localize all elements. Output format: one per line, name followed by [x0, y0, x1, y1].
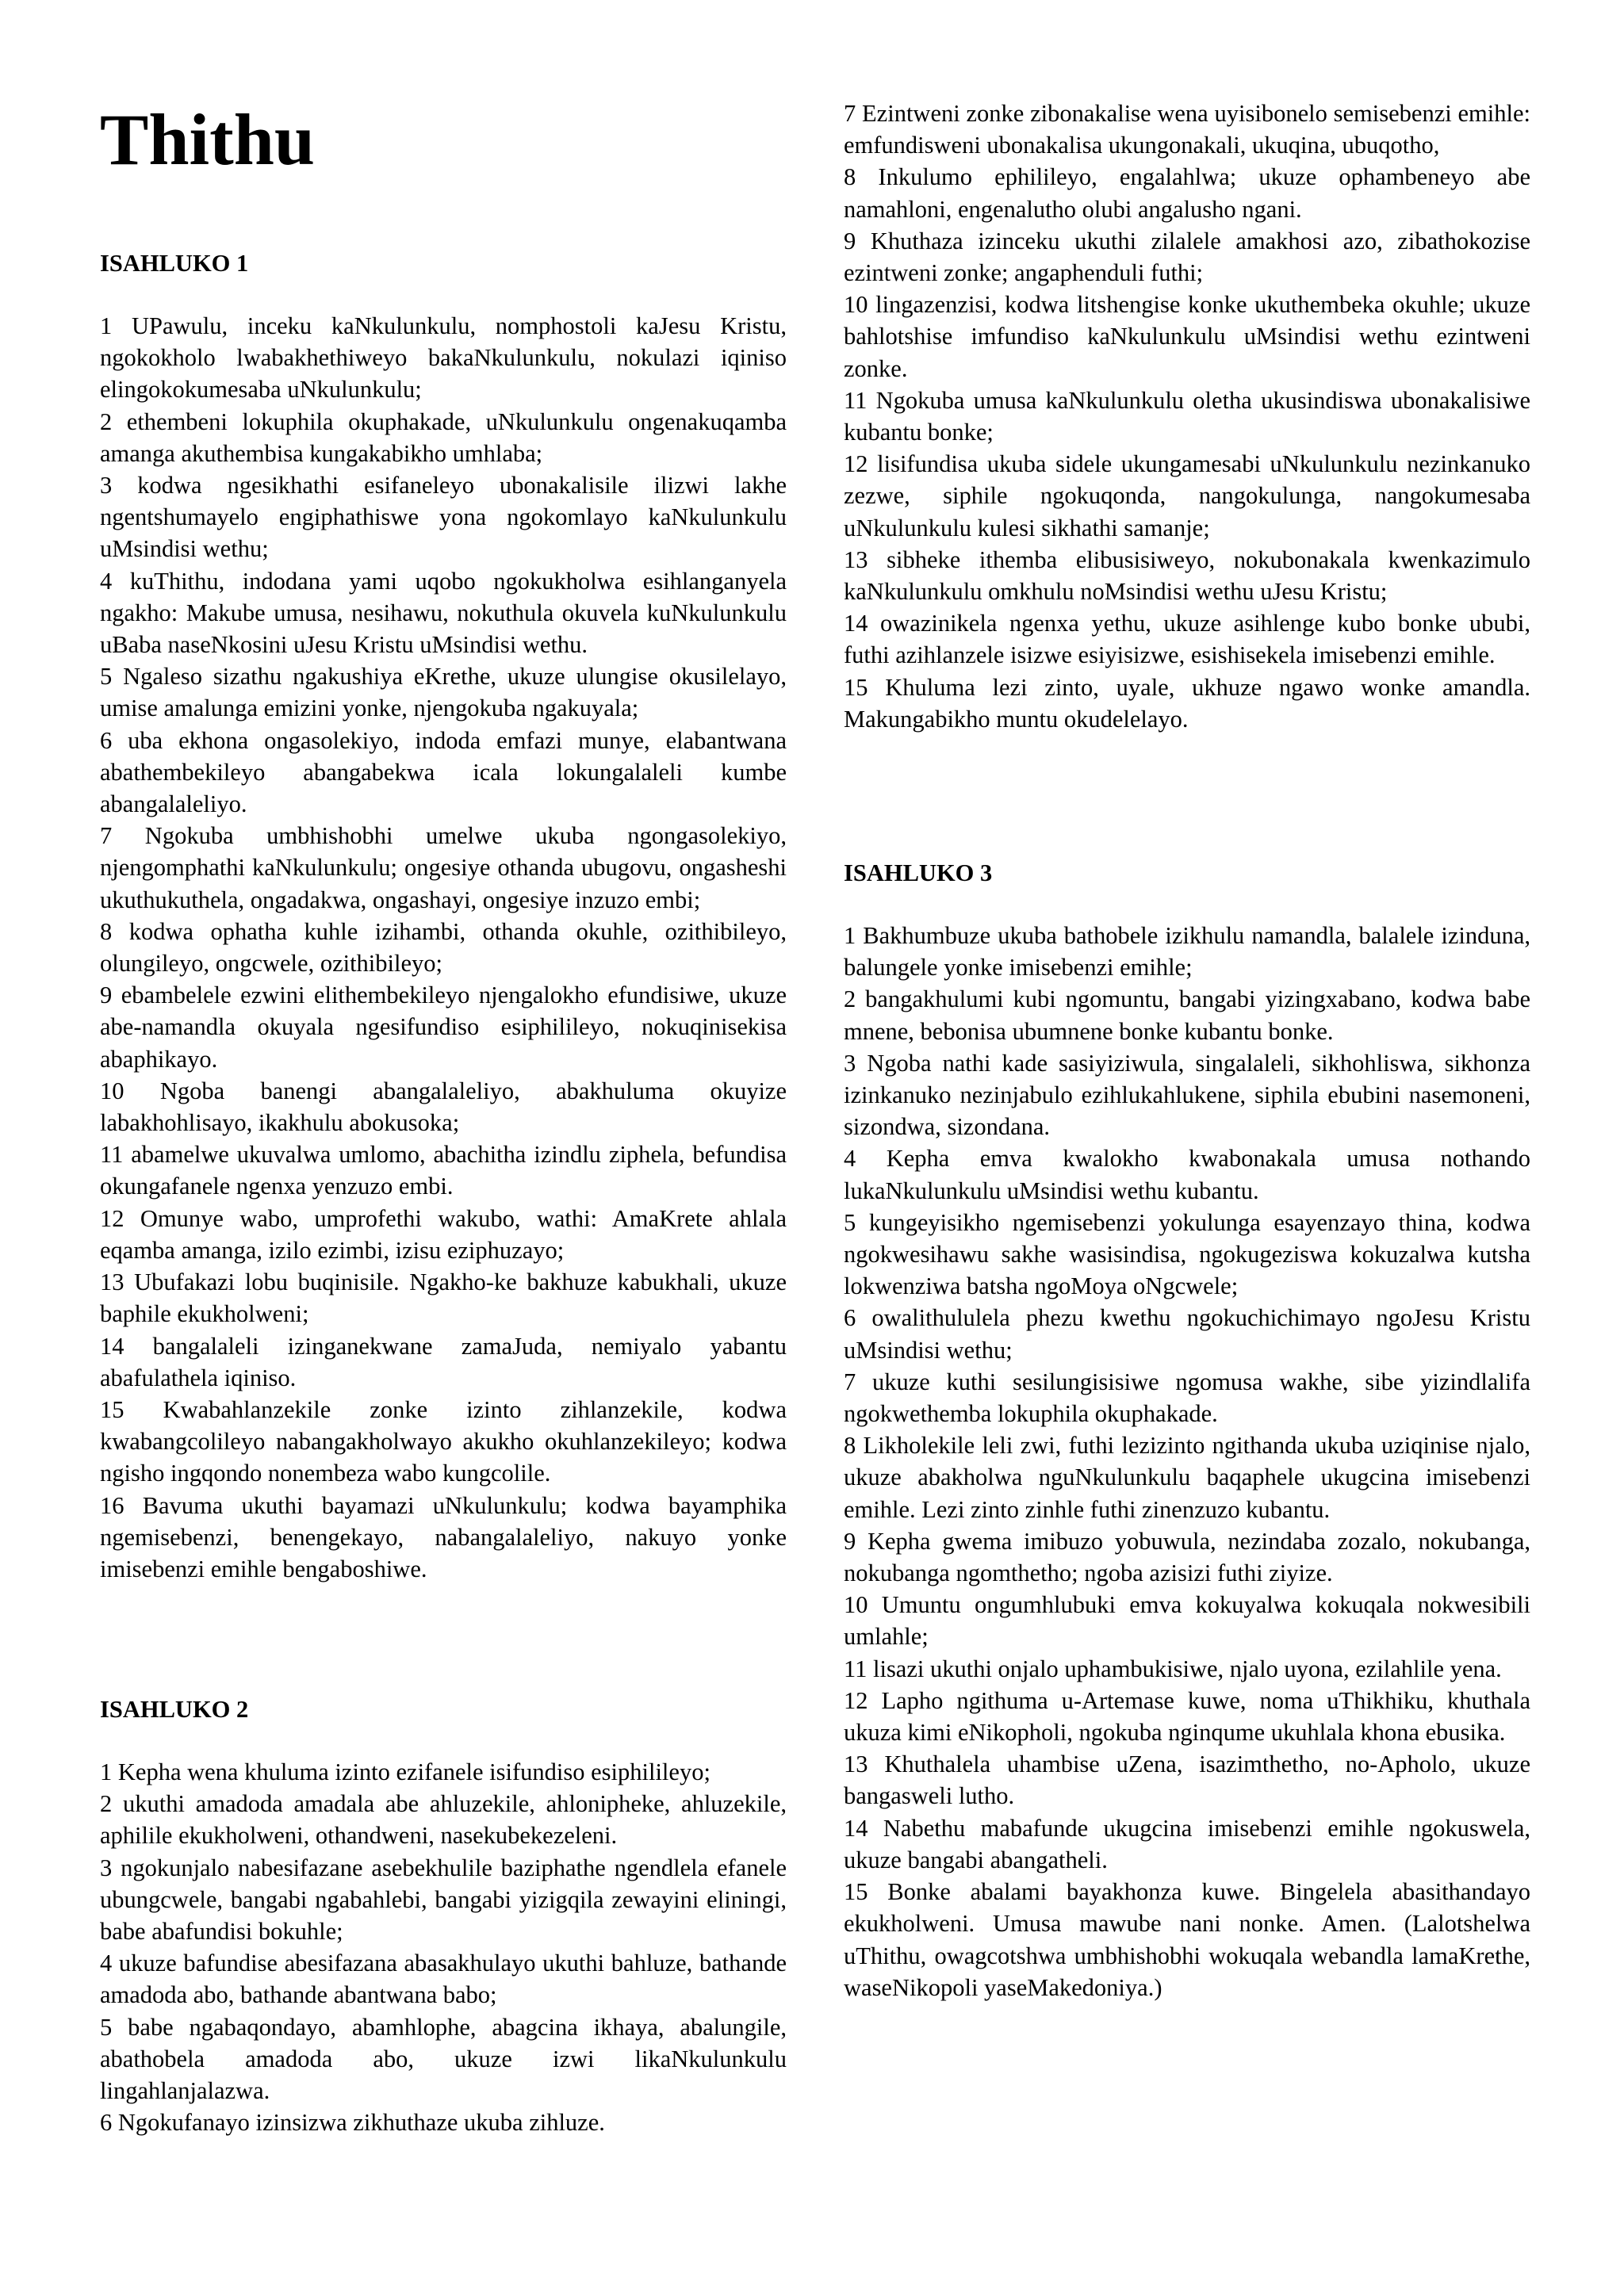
verse: 2 bangakhulumi kubi ngomuntu, bangabi yizingxabano, kodwa babe mnene, bebonisa ubumnene bonke kubantu bonke.: [844, 985, 1530, 1045]
verse: 12 lisifundisa ukuba sidele ukungamesabi uNkulunkulu nezinkanuko zezwe, siphile ngokuqonda, nangokulunga, nangokumesaba uNkulunkulu kulesi sikhathi samanje;: [844, 450, 1530, 541]
verse: 1 UPawulu, inceku kaNkulunkulu, nomphostoli kaJesu Kristu, ngokokholo lwabakhethiweyo bakaNkulunkulu, nokulazi iqiniso elingokokumesaba uNkulunkulu;: [100, 312, 787, 404]
verse: 8 kodwa ophatha kuhle izihambi, othanda okuhle, ozithibileyo, olungileyo, ongcwele, ozithibileyo;: [100, 917, 787, 978]
verse: 15 Kwabahlanzekile zonke izinto zihlanzekile, kodwa kwabangcolileyo nabangakholwayo akukho okuhlanzekileyo; kodwa ngisho ingqondo nonembeza wabo kungcolile.: [100, 1395, 787, 1487]
verse: 8 Likholekile leli zwi, futhi lezizinto ngithanda ukuba uziqinise njalo, ukuze abakholwa nguNkulunkulu baqaphele ukugcina imisebenzi emihle. Lezi zinto zinhle futhi zinenzuzo kubantu.: [844, 1432, 1530, 1523]
verse: 10 lingazenzisi, kodwa litshengise konke ukuthembeka okuhle; ukuze bahlotshise imfundiso kaNkulunkulu uMsindisi wethu ezintweni zonke.: [844, 291, 1530, 382]
verse: 9 Kepha gwema imibuzo yobuwula, nezindaba zozalo, nokubanga, nokubanga ngomthetho; ngoba azisizi futhi ziyize.: [844, 1527, 1530, 1587]
chapter-heading: ISAHLUKO 2: [100, 1696, 249, 1723]
verse: 1 Kepha wena khuluma izinto ezifanele isifundiso esiphilileyo;: [100, 1758, 710, 1785]
verse: 15 Bonke abalami bayakhonza kuwe. Bingelela abasithandayo ekukholweni. Umusa mawube nani nonke. Amen. (Lalotshelwa uThithu, owagcotshwa umbhishobhi wokuqala webandla lamaKrethe, waseNikopoli yaseMakedoniya.): [844, 1878, 1530, 2001]
document-title: Thithu: [100, 99, 316, 180]
verse: 5 babe ngabaqondayo, abamhlophe, abagcina ikhaya, abalungile, abathobela amadoda abo, ukuze izwi likaNkulunkulu lingahlanjalazwa.: [100, 2013, 787, 2105]
verse: 14 Nabethu mabafunde ukugcina imisebenzi emihle ngokuswela, ukuze bangabi abangatheli.: [844, 1814, 1530, 1873]
verse: 7 Ezintweni zonke zibonakalise wena uyisibonelo semisebenzi emihle: emfundisweni ubonakalisa ukungonakali, ukuqina, ubuqotho,: [844, 100, 1530, 159]
verse: 9 ebambelele ezwini elithembekileyo njengalokho efundisiwe, ukuze abe-namandla okuyala ngesifundiso esiphilileyo, nokuqinisekisa abaphikayo.: [100, 982, 787, 1073]
verse: 11 abamelwe ukuvalwa umlomo, abachitha izindlu ziphela, befundisa okungafanele ngenxa yenzuzo embi.: [100, 1141, 787, 1200]
verse: 13 Khuthalela uhambise uZena, isazimthetho, no-Apholo, ukuze bangasweli lutho.: [844, 1751, 1530, 1810]
chapter-2-verses-continued: [844, 98, 1530, 735]
verse: 13 sibheke ithemba elibusisiweyo, nokubonakala kwenkazimulo kaNkulunkulu omkhulu noMsindisi wethu uJesu Kristu;: [844, 545, 1530, 606]
chapter-3-verses: [844, 920, 1530, 2003]
chapter-heading: ISAHLUKO 1: [100, 250, 249, 277]
verse: 2 ukuthi amadoda amadala abe ahluzekile, ahlonipheke, ahluzekile, aphilile ekukholweni, othandweni, nasekubekezeleni.: [100, 1790, 787, 1850]
verse: 11 lisazi ukuthi onjalo uphambukisiwe, njalo uyona, ezilahlile yena.: [844, 1655, 1502, 1682]
verse: 16 Bavuma ukuthi bayamazi uNkulunkulu; kodwa bayamphika ngemisebenzi, benengekayo, nabangalaleliyo, nakuyo yonke imisebenzi emihle bengaboshiwe.: [100, 1491, 787, 1582]
verse: 12 Omunye wabo, umprofethi wakubo, wathi: AmaKrete ahlala eqamba amanga, izilo ezimbi, izisu eziphuzayo;: [100, 1204, 787, 1264]
chapter-heading: ISAHLUKO 3: [844, 859, 993, 886]
verse: 12 Lapho ngithuma u-Artemase kuwe, noma uThikhiku, khuthala ukuza kimi eNikopholi, ngokuba nginqume ukuhlala khona ebusika.: [844, 1686, 1530, 1747]
verse: 14 bangalaleli izinganekwane zamaJuda, nemiyalo yabantu abafulathela iqiniso.: [100, 1332, 787, 1391]
verse: 6 Ngokufanayo izinsizwa zikhuthaze ukuba zihluze.: [100, 2109, 605, 2137]
verse: 9 Khuthaza izinceku ukuthi zilalele amakhosi azo, zibathokozise ezintweni zonke; angaphenduli futhi;: [844, 227, 1530, 287]
verse: 3 kodwa ngesikhathi esifaneleyo ubonakalisile ilizwi lakhe ngentshumayelo engiphathiswe yona ngokomlayo kaNkulunkulu uMsindisi wethu;: [100, 472, 787, 563]
verse: 5 Ngaleso sizathu ngakushiya eKrethe, ukuze ulungise okusilelayo, umise amalunga emizini yonke, njengokuba ngakuyala;: [100, 663, 787, 722]
verse: 14 owazinikela ngenxa yethu, ukuze asihlenge kubo bonke ububi, futhi azihlanzele isizwe esiyisizwe, esishisekela imisebenzi emihle.: [844, 610, 1530, 669]
verse: 7 Ngokuba umbhishobhi umelwe ukuba ngongasolekiyo, njengomphathi kaNkulunkulu; ongesiye othanda ubugovu, ongasheshi ukuthukuthela, ongadakwa, ongashayi, ongesiye inzuzo embi;: [100, 822, 787, 913]
chapter-1-verses: [100, 310, 787, 1585]
chapter-2-verses: [100, 1756, 787, 2138]
verse: 13 Ubufakazi lobu buqinisile. Ngakho-ke bakhuze kabukhali, ukuze baphile ekukholweni;: [100, 1269, 787, 1328]
verse: 15 Khuluma lezi zinto, uyale, ukhuze ngawo wonke amandla. Makungabikho muntu okudelelayo.: [844, 673, 1530, 733]
verse: 4 kuThithu, indodana yami uqobo ngokukholwa esihlanganyela ngakho: Makube umusa, nesihawu, nokuthula okuvela kuNkulunkulu uBaba naseNkosini uJesu Kristu uMsindisi wethu.: [100, 567, 787, 659]
verse: 10 Umuntu ongumhlubuki emva kokuyalwa kokuqala nokwesibili umlahle;: [844, 1591, 1530, 1651]
verse: 10 Ngoba banengi abangalaleliyo, abakhuluma okuyize labakhohlisayo, ikakhulu abokusoka;: [100, 1077, 787, 1137]
verse: 5 kungeyisikho ngemisebenzi yokulunga esayenzayo thina, kodwa ngokwesihawu sakhe wasisindisa, ngokugeziswa kokuzalwa kutsha lokwenziwa batsha ngoMoya oNgcwele;: [844, 1208, 1530, 1300]
verse: 3 Ngoba nathi kade sasiyiziwula, singalaleli, sikhohliswa, sikhonza izinkanuko nezinjabulo ezihlukahlukene, siphila ebubini nasemoneni, sizondwa, sizondana.: [844, 1049, 1530, 1141]
verse: 4 Kepha emva kwalokho kwabonakala umusa nothando lukaNkulunkulu uMsindisi wethu kubantu.: [844, 1145, 1530, 1204]
verse: 11 Ngokuba umusa kaNkulunkulu oletha ukusindiswa ubonakalisiwe kubantu bonke;: [844, 386, 1530, 446]
verse: 7 ukuze kuthi sesilungisisiwe ngomusa wakhe, sibe yizindlalifa ngokwethemba lokuphila okuphakade.: [844, 1368, 1530, 1428]
verse: 8 Inkulumo ephilileyo, engalahlwa; ukuze ophambeneyo abe namahloni, engenalutho olubi angalusho ngani.: [844, 163, 1530, 223]
verse: 3 ngokunjalo nabesifazane asebekhulile baziphathe ngendlela efanele ubungcwele, bangabi ngabahlebi, bangabi yizigqila zewayini eliningi, babe abafundisi bokuhle;: [100, 1854, 787, 1946]
verse: 4 ukuze bafundise abesifazana abasakhulayo ukuthi bahluze, bathande amadoda abo, bathande abantwana babo;: [100, 1950, 787, 2009]
verse: 1 Bakhumbuze ukuba bathobele izikhulu namandla, balalele izinduna, balungele yonke imisebenzi emihle;: [844, 922, 1530, 982]
verse: 6 owalithululela phezu kwethu ngokuchichimayo ngoJesu Kristu uMsindisi wethu;: [844, 1304, 1530, 1364]
verse: 2 ethembeni lokuphila okuphakade, uNkulunkulu ongenakuqamba amanga akuthembisa kungakabikho umhlaba;: [100, 408, 787, 467]
verse: 6 uba ekhona ongasolekiyo, indoda emfazi munye, elabantwana abathembekileyo abangabekwa icala lokungalaleli kumbe abangalaleliyo.: [100, 726, 787, 818]
